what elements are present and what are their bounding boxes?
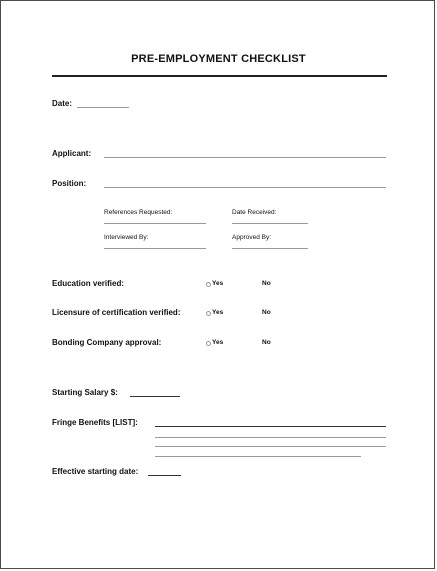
bonding-approval-label: Bonding Company approval: xyxy=(52,338,162,347)
position-field[interactable] xyxy=(104,187,386,188)
licensure-no-label[interactable]: No xyxy=(262,309,271,316)
education-no-label[interactable]: No xyxy=(262,280,271,287)
licensure-yes-label: Yes xyxy=(212,309,224,316)
education-verified-label: Education verified: xyxy=(52,279,125,288)
fringe-benefits-line-2[interactable] xyxy=(155,437,386,438)
licensure-verified-label: Licensure of certification verified: xyxy=(52,308,181,317)
starting-salary-field[interactable] xyxy=(130,396,180,397)
approved-by-label: Approved By: xyxy=(232,234,272,241)
approved-by-field[interactable] xyxy=(232,248,308,249)
licensure-yes-radio[interactable] xyxy=(206,311,211,316)
education-yes-radio[interactable] xyxy=(206,282,211,287)
fringe-benefits-line-4[interactable] xyxy=(155,456,361,457)
date-received-label: Date Received: xyxy=(232,209,277,216)
starting-salary-label: Starting Salary $: xyxy=(52,388,118,397)
title-divider xyxy=(52,75,387,77)
interviewed-by-label: Interviewed By: xyxy=(104,234,149,241)
position-label: Position: xyxy=(52,179,87,188)
effective-start-field[interactable] xyxy=(148,475,181,476)
fringe-benefits-label: Fringe Benefits [LIST]: xyxy=(52,418,138,427)
bonding-yes-label: Yes xyxy=(212,339,224,346)
date-field[interactable] xyxy=(77,107,129,108)
date-label: Date: xyxy=(52,99,73,108)
interviewed-by-field[interactable] xyxy=(104,248,206,249)
fringe-benefits-line-1[interactable] xyxy=(155,426,386,427)
effective-start-label: Effective starting date: xyxy=(52,467,139,476)
applicant-label: Applicant: xyxy=(52,149,92,158)
education-yes-label: Yes xyxy=(212,280,224,287)
fringe-benefits-line-3[interactable] xyxy=(155,446,386,447)
applicant-field[interactable] xyxy=(104,157,386,158)
references-requested-label: References Requested: xyxy=(104,209,173,216)
bonding-yes-radio[interactable] xyxy=(206,341,211,346)
references-requested-field[interactable] xyxy=(104,223,206,224)
bonding-no-label[interactable]: No xyxy=(262,339,271,346)
page-title: PRE-EMPLOYMENT CHECKLIST xyxy=(131,53,306,65)
date-received-field[interactable] xyxy=(232,223,308,224)
